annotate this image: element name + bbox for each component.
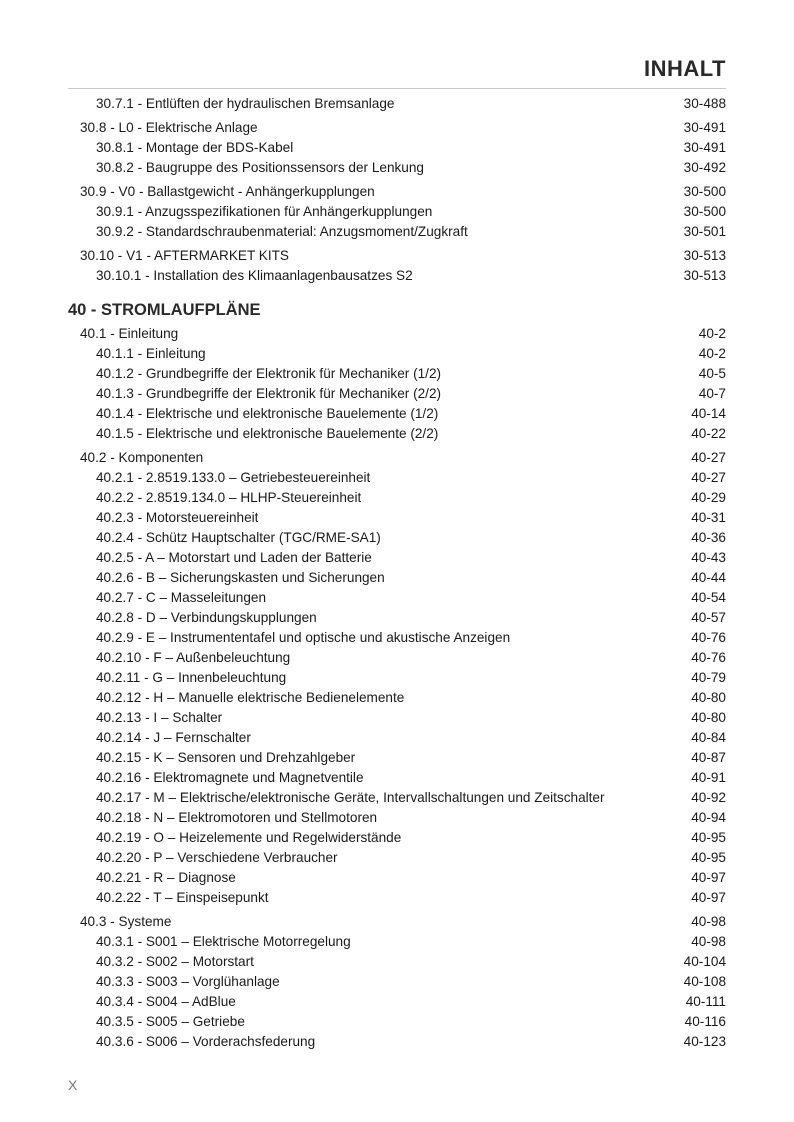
toc-entry-label: 40.3.3 - S003 – Vorglühanlage — [96, 974, 280, 989]
toc-entry-row[interactable] — [96, 158, 726, 178]
toc-entry-label: 40.2.1 - 2.8519.133.0 – Getriebesteuereinheit — [96, 470, 371, 485]
toc-entry-label: 40.3.5 - S005 – Getriebe — [96, 1014, 245, 1029]
toc-entry-row[interactable] — [96, 568, 726, 588]
toc-entry-page: 40-95 — [691, 830, 726, 845]
toc-entry-page: 30-491 — [683, 140, 726, 155]
toc-entry-page: 40-116 — [684, 1014, 726, 1029]
toc-entry-row[interactable] — [96, 648, 726, 668]
toc-entry-row[interactable] — [96, 222, 726, 242]
toc-entry-page: 40-14 — [691, 406, 726, 421]
toc-entry-page: 40-29 — [691, 490, 726, 505]
toc-entry-page: 40-84 — [691, 730, 726, 745]
toc-entry-page: 40-43 — [691, 550, 726, 565]
toc-entry-row[interactable] — [96, 688, 726, 708]
toc-entry-row[interactable] — [96, 588, 726, 608]
toc-entry-label: 40.3.6 - S006 – Vorderachsfederung — [96, 1034, 316, 1049]
toc-entry-label: 30.10.1 - Installation des Klimaanlagenbausatzes S2 — [96, 268, 413, 283]
toc-entry-row[interactable] — [96, 384, 726, 404]
toc-entry-page: 40-22 — [691, 426, 726, 441]
toc-entry-label: 40.2.21 - R – Diagnose — [96, 870, 236, 885]
toc-entry-page: 40-57 — [691, 610, 726, 625]
toc-entry-label: 40.2.5 - A – Motorstart und Laden der Batterie — [96, 550, 372, 565]
toc-entry-row[interactable] — [96, 748, 726, 768]
toc-entry-page: 40-98 — [691, 914, 726, 929]
toc-entry-row[interactable] — [96, 266, 726, 286]
toc-entry-label: 40.1.5 - Elektrische und elektronische Bauelemente (2/2) — [96, 426, 439, 441]
toc-entry-label: 40.3.4 - S004 – AdBlue — [96, 994, 236, 1009]
toc-entry-row[interactable] — [96, 424, 726, 444]
chapter-heading[interactable]: 40 - STROMLAUFPLÄNE — [68, 301, 261, 319]
toc-entry-page: 40-76 — [691, 630, 726, 645]
toc-entry-label: 30.9.1 - Anzugsspezifikationen für Anhängerkupplungen — [96, 204, 433, 219]
toc-entry-page: 40-31 — [691, 510, 726, 525]
toc-entry-page: 30-500 — [683, 204, 726, 219]
toc-entry-page: 30-491 — [683, 120, 726, 135]
toc-entry-label: 30.8.2 - Baugruppe des Positionssensors der Lenkung — [96, 160, 424, 175]
toc-entry-page: 30-492 — [683, 160, 726, 175]
toc-entry-label: 30.8 - L0 - Elektrische Anlage — [80, 120, 258, 135]
toc-entry-page: 30-501 — [683, 224, 726, 239]
toc-section-row[interactable] — [80, 324, 726, 344]
toc-entry-label: 30.8.1 - Montage der BDS-Kabel — [96, 140, 294, 155]
toc-entry-row[interactable] — [96, 708, 726, 728]
toc-entry-row[interactable] — [96, 1012, 726, 1032]
toc-entry-row[interactable] — [96, 828, 726, 848]
toc-entry-page: 40-94 — [691, 810, 726, 825]
toc-entry-row[interactable] — [96, 668, 726, 688]
toc-entry-label: 40.2.6 - B – Sicherungskasten und Sicherungen — [96, 570, 385, 585]
toc-entry-page: 40-5 — [698, 366, 726, 381]
toc-entry-label: 40.2.10 - F – Außenbeleuchtung — [96, 650, 291, 665]
toc-entry-row[interactable] — [96, 404, 726, 424]
toc-entry-page: 40-87 — [691, 750, 726, 765]
toc-entry-row[interactable] — [96, 768, 726, 788]
toc-entry-page: 40-104 — [683, 954, 726, 969]
toc-entry-label: 40.2.15 - K – Sensoren und Drehzahlgeber — [96, 750, 356, 765]
toc-entry-page: 40-7 — [698, 386, 726, 401]
toc-entry-row[interactable] — [96, 788, 726, 808]
toc-entry-label: 40.2.14 - J – Fernschalter — [96, 730, 251, 745]
toc-entry-page: 40-2 — [698, 326, 726, 341]
toc-entry-label: 40.3.1 - S001 – Elektrische Motorregelung — [96, 934, 351, 949]
toc-entry-label: 40.2.2 - 2.8519.134.0 – HLHP-Steuereinheit — [96, 490, 362, 505]
toc-entry-label: 40.1.1 - Einleitung — [96, 346, 206, 361]
toc-entry-row[interactable] — [96, 468, 726, 488]
toc-entry-row[interactable] — [96, 808, 726, 828]
toc-entry-label: 40.1 - Einleitung — [80, 326, 179, 341]
toc-entry-label: 30.10 - V1 - AFTERMARKET KITS — [80, 248, 290, 263]
toc-entry-row[interactable] — [96, 608, 726, 628]
toc-entry-page: 40-95 — [691, 850, 726, 865]
toc-entry-page: 40-111 — [685, 994, 726, 1009]
toc-entry-page: 40-92 — [691, 790, 726, 805]
toc-entry-page: 40-91 — [691, 770, 726, 785]
toc-entry-label: 40.3 - Systeme — [80, 914, 172, 929]
toc-entry-label: 40.2.18 - N – Elektromotoren und Stellmotoren — [96, 810, 378, 825]
toc-entry-label: 30.9 - V0 - Ballastgewicht - Anhängerkupplungen — [80, 184, 375, 199]
toc-entry-row[interactable] — [96, 932, 726, 952]
toc-entry-label: 40.1.4 - Elektrische und elektronische Bauelemente (1/2) — [96, 406, 439, 421]
toc-section-row[interactable] — [80, 118, 726, 138]
toc-entry-row[interactable] — [96, 488, 726, 508]
toc-entry-row[interactable] — [96, 848, 726, 868]
toc-entry-label: 40.2.16 - Elektromagnete und Magnetventile — [96, 770, 364, 785]
toc-entry-page: 40-80 — [691, 690, 726, 705]
toc-entry-page: 30-513 — [683, 268, 726, 283]
header-divider — [68, 88, 726, 89]
toc-entry-row[interactable] — [96, 94, 726, 114]
toc-entry-page: 40-2 — [698, 346, 726, 361]
toc-entry-page: 40-27 — [691, 450, 726, 465]
toc-entry-page: 30-488 — [683, 96, 726, 111]
toc-entry-row[interactable] — [96, 508, 726, 528]
toc-entry-page: 40-76 — [691, 650, 726, 665]
toc-section-row[interactable] — [80, 182, 726, 202]
toc-entry-label: 40.2.4 - Schütz Hauptschalter (TGC/RME-SA1) — [96, 530, 381, 545]
toc-entry-label: 40.2.11 - G – Innenbeleuchtung — [96, 670, 287, 685]
toc-entry-label: 30.9.2 - Standardschraubenmaterial: Anzugsmoment/Zugkraft — [96, 224, 468, 239]
toc-entry-row[interactable] — [96, 952, 726, 972]
toc-entry-row[interactable] — [96, 628, 726, 648]
toc-entry-row[interactable] — [96, 138, 726, 158]
toc-entry-row[interactable] — [96, 528, 726, 548]
toc-section-row[interactable] — [80, 912, 726, 932]
page-title: INHALT — [643, 56, 726, 81]
toc-entry-label: 40.3.2 - S002 – Motorstart — [96, 954, 254, 969]
toc-entry-page: 40-97 — [691, 890, 726, 905]
toc-entry-page: 40-36 — [691, 530, 726, 545]
toc-entry-page: 40-80 — [691, 710, 726, 725]
toc-entry-label: 40.2.7 - C – Masseleitungen — [96, 590, 267, 605]
toc-entry-row[interactable] — [96, 364, 726, 384]
toc-entry-page: 40-44 — [691, 570, 726, 585]
toc-entry-page: 40-79 — [691, 670, 726, 685]
toc-entry-label: 40.2.20 - P – Verschiedene Verbraucher — [96, 850, 338, 865]
toc-entry-page: 40-97 — [691, 870, 726, 885]
toc-entry-label: 40.1.3 - Grundbegriffe der Elektronik für Mechaniker (2/2) — [96, 386, 442, 401]
toc-entry-row[interactable] — [96, 728, 726, 748]
toc-entry-label: 30.7.1 - Entlüften der hydraulischen Bremsanlage — [96, 96, 395, 111]
toc-section-row[interactable] — [80, 246, 726, 266]
toc-entry-label: 40.2.8 - D – Verbindungskupplungen — [96, 610, 317, 625]
toc-entry-row[interactable] — [96, 868, 726, 888]
toc-entry-page: 40-108 — [683, 974, 726, 989]
toc-entry-label: 40.2.12 - H – Manuelle elektrische Bedienelemente — [96, 690, 405, 705]
toc-entry-label: 40.2.13 - I – Schalter — [96, 710, 223, 725]
page-number: X — [68, 1077, 78, 1093]
toc-entry-row[interactable] — [96, 1032, 726, 1052]
toc-entry-page: 40-54 — [691, 590, 726, 605]
toc-entry-label: 40.1.2 - Grundbegriffe der Elektronik für Mechaniker (1/2) — [96, 366, 442, 381]
toc-entry-page: 40-123 — [683, 1034, 726, 1049]
toc-entry-row[interactable] — [96, 344, 726, 364]
toc-entry-label: 40.2 - Komponenten — [80, 450, 204, 465]
toc-entry-page: 30-513 — [683, 248, 726, 263]
toc-entry-page: 30-500 — [683, 184, 726, 199]
toc-section-row[interactable] — [80, 448, 726, 468]
toc-entry-label: 40.2.19 - O – Heizelemente und Regelwiderstände — [96, 830, 402, 845]
toc-entry-label: 40.2.22 - T – Einspeisepunkt — [96, 890, 269, 905]
toc-entry-row[interactable] — [96, 548, 726, 568]
toc-entry-row[interactable] — [96, 888, 726, 908]
toc-entry-label: 40.2.17 - M – Elektrische/elektronische Geräte, Intervallschaltungen und Zeitschalter — [96, 790, 605, 805]
toc-entry-row[interactable] — [96, 202, 726, 222]
toc-entry-row[interactable] — [96, 992, 726, 1012]
toc-entry-label: 40.2.3 - Motorsteuereinheit — [96, 510, 259, 525]
toc-entry-label: 40.2.9 - E – Instrumententafel und optische und akustische Anzeigen — [96, 630, 511, 645]
toc-entry-page: 40-98 — [691, 934, 726, 949]
toc-entry-row[interactable] — [96, 972, 726, 992]
toc-entry-page: 40-27 — [691, 470, 726, 485]
